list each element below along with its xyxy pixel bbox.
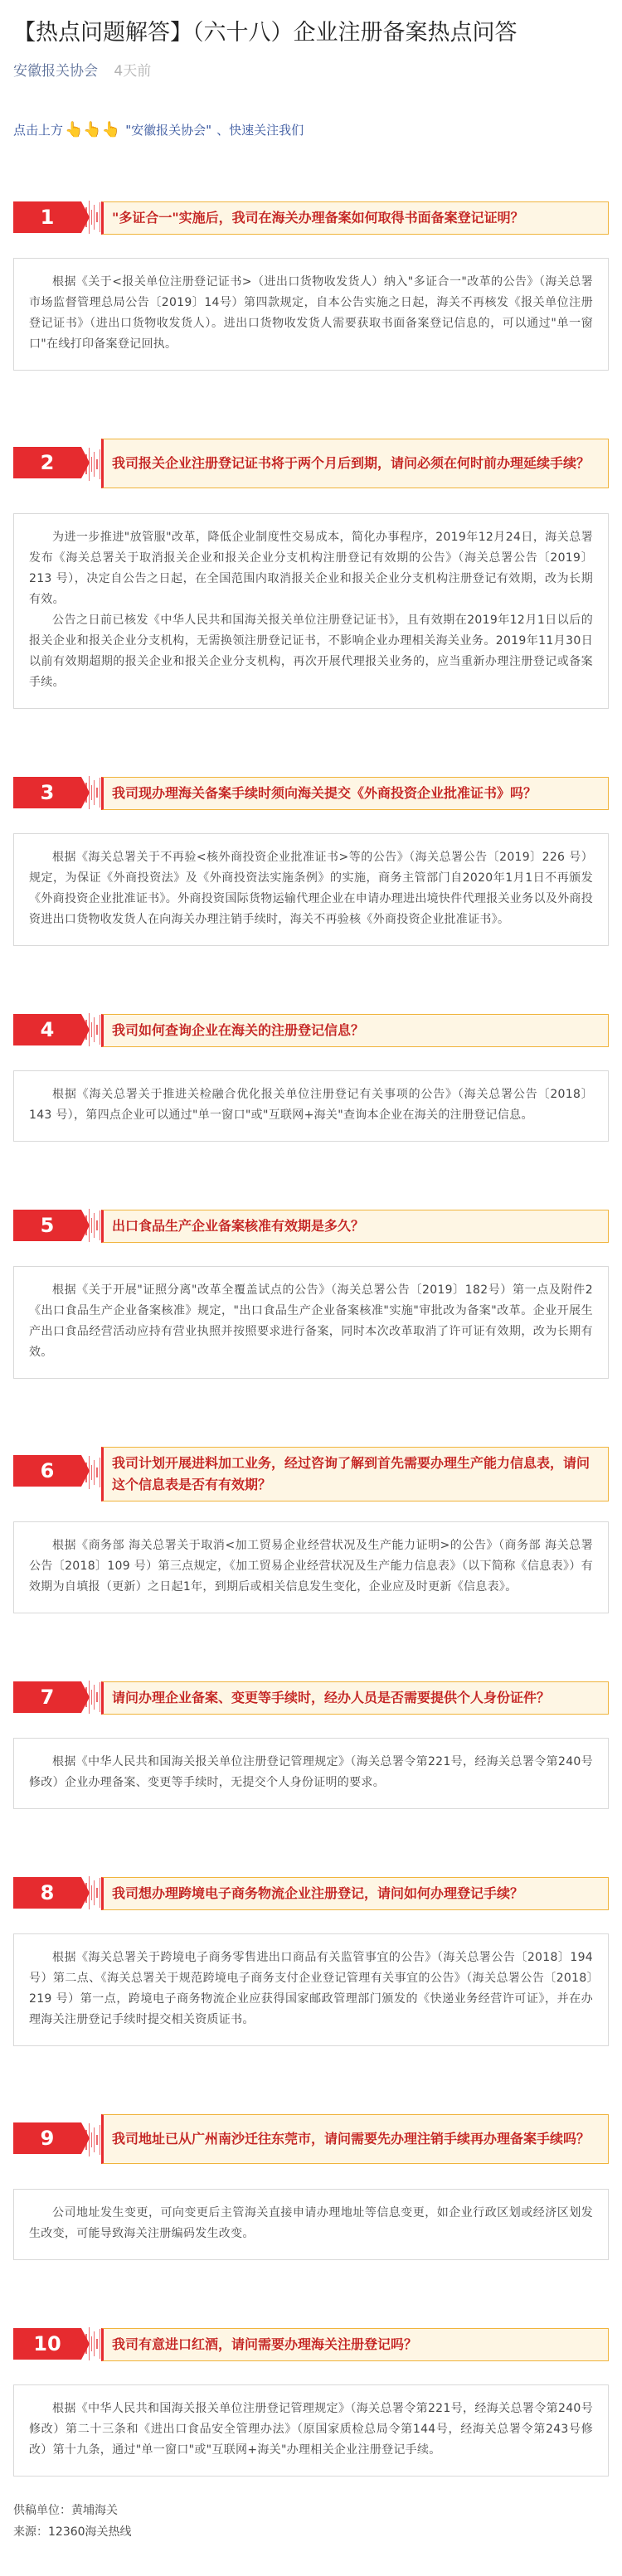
pulse-decoration-icon — [83, 1452, 103, 1493]
pulse-decoration-icon — [83, 1205, 103, 1246]
question-number-badge: 1 — [13, 201, 81, 233]
question-number-badge: 5 — [13, 1210, 81, 1241]
answer-paragraph: 根据《海关总署关于跨境电子商务零售进出口商品有关监管事宜的公告》（海关总署公告〔2018〕194 号）第二点、《海关总署关于规范跨境电子商务支付企业登记管理有关事宜的公告》（海关总署公告〔2018〕219 号）第一点，跨境电子商务物流企业应获得国家邮政管理部门颁发的《快递业务经营许可证》，并在办理海关注册登记手续时提交相关资质证书。 — [29, 1951, 593, 2026]
follow-prompt — [0, 81, 622, 138]
answer-box — [13, 1521, 609, 1613]
qa-section — [0, 180, 622, 417]
article-footer — [0, 2477, 622, 2543]
question-number-badge: 8 — [13, 1877, 81, 1909]
question-header — [0, 1856, 622, 1928]
pulse-decoration-icon — [83, 2323, 103, 2365]
question-header — [0, 1660, 622, 1733]
answer-paragraph: 根据《中华人民共和国海关报关单位注册登记管理规定》（海关总署令第221号，经海关总署令第240号修改）第二十三条和《进出口食品安全管理办法》（原国家质检总局令第144号，经海关总署令第243号修改）第十九条，通过"单一窗口"或"互联网+海关"办理相关企业注册登记手续。 — [29, 2402, 593, 2457]
answer-paragraph: 根据《商务部 海关总署关于取消<加工贸易企业经营状况及生产能力证明>的公告》（商务部 海关总署公告〔2018〕109 号）第三点规定，《加工贸易企业经营状况及生产能力信息表》（以下简称《信息表》）有效期为自填报（更新）之日起1年，到期后或相关信息发生变化，企业应及时更新《信息表》。 — [29, 1539, 593, 1594]
section-spacer — [0, 1379, 622, 1425]
question-number-badge: 10 — [13, 2328, 81, 2360]
answer-box — [13, 2384, 609, 2477]
question-text: 我司现办理海关备案手续时须向海关提交《外商投资企业批准证书》吗？ — [101, 777, 609, 810]
question-header — [0, 180, 622, 253]
qa-list — [0, 180, 622, 2477]
question-text: 我司想办理跨境电子商务物流企业注册登记，请问如何办理登记手续？ — [101, 1877, 609, 1910]
answer-box — [13, 513, 609, 709]
account-name-link[interactable]: 安徽报关协会 — [13, 63, 98, 80]
section-spacer — [0, 2046, 622, 2093]
article-title: 【热点问题解答】（六十八）企业注册备案热点问答 — [13, 20, 518, 46]
question-header — [0, 2093, 622, 2184]
pulse-decoration-icon — [83, 1009, 103, 1050]
qa-section — [0, 1425, 622, 1660]
answer-box — [13, 1266, 609, 1379]
pulse-decoration-icon — [83, 444, 103, 485]
answer-paragraph: 根据《中华人民共和国海关报关单位注册登记管理规定》（海关总署令第221号，经海关总署令第240号修改）企业办理备案、变更等手续时，无提交个人身份证明的要求。 — [29, 1755, 593, 1789]
question-header — [0, 2307, 622, 2380]
answer-box — [13, 2189, 609, 2260]
answer-paragraph: 为进一步推进"放管服"改革，降低企业制度性交易成本，简化办事程序，2019年12月24日，海关总署发布《海关总署关于取消报关企业和报关企业分支机构注册登记有效期的公告》（海关总署公告〔2019〕213 号），决定自公告之日起，在全国范围内取消报关企业和报关企业分支机构注册登记有效期，改为长期有效。 — [29, 531, 593, 606]
question-header — [0, 992, 622, 1065]
question-text: 我司有意进口红酒，请问需要办理海关注册登记吗？ — [101, 2328, 609, 2361]
question-text: 我司计划开展进料加工业务，经过咨询了解到首先需要办理生产能力信息表，请问这个信息表是否有有效期？ — [101, 1447, 609, 1501]
qa-section — [0, 755, 622, 992]
source-line: 来源：12360海关热线 — [13, 2525, 132, 2539]
section-spacer — [0, 1142, 622, 1188]
qa-section — [0, 992, 622, 1188]
pulse-decoration-icon — [83, 772, 103, 813]
qa-section — [0, 2307, 622, 2477]
follow-prefix: 点击上方 — [13, 123, 64, 138]
answer-box — [13, 1738, 609, 1809]
publish-time: 4天前 — [114, 63, 152, 80]
question-header — [0, 1425, 622, 1516]
answer-paragraph: 公司地址发生变更，可向变更后主管海关直接申请办理地址等信息变更，如企业行政区划或经济区划发生改变，可能导致海关注册编码发生改变。 — [29, 2206, 593, 2240]
pulse-decoration-icon — [83, 196, 103, 238]
question-text: 出口食品生产企业备案核准有效期是多久？ — [101, 1210, 609, 1243]
pulse-decoration-icon — [83, 2119, 103, 2161]
answer-box — [13, 1070, 609, 1142]
answer-paragraph: 根据《海关总署关于推进关检融合优化报关单位注册登记有关事项的公告》（海关总署公告〔2018〕143 号），第四点企业可以通过"单一窗口"或"互联网+海关"查询本企业在海关的注册登记信息。 — [29, 1088, 593, 1122]
qa-section — [0, 1856, 622, 2093]
section-spacer — [0, 371, 622, 417]
qa-section — [0, 1188, 622, 1425]
answer-paragraph: 根据《关于<报关单位注册登记证书>（进出口货物收发货人）纳入"多证合一"改革的公告》（海关总署 市场监督管理总局公告〔2019〕14号）第四款规定，自本公告实施之日起，海关不再核发《报关单位注册登记证书》（进出口货物收发货人）。进出口货物收发货人需要获取书面备案登记信息的，可以通过"单一窗口"在线打印备案登记回执。 — [29, 275, 593, 351]
follow-text: 、快速关注我们 — [216, 123, 304, 138]
question-header — [0, 1188, 622, 1261]
question-number-badge: 4 — [13, 1014, 81, 1045]
question-text: 我司如何查询企业在海关的注册登记信息？ — [101, 1014, 609, 1047]
question-number-badge: 9 — [13, 2122, 81, 2154]
question-header — [0, 417, 622, 508]
answer-box — [13, 1933, 609, 2046]
question-text: 请问办理企业备案、变更等手续时，经办人员是否需要提供个人身份证件？ — [101, 1681, 609, 1715]
section-spacer — [0, 2260, 622, 2307]
question-text: "多证合一"实施后，我司在海关办理备案如何取得书面备案登记证明？ — [101, 201, 609, 235]
answer-paragraph: 根据《海关总署关于不再验<核外商投资企业批准证书>等的公告》（海关总署公告〔2019〕226 号）规定，为保证《外商投资法》及《外商投资法实施条例》的实施，商务主管部门自2020年1月1日不再颁发《外商投资企业批准证书》。外商投资国际货物运输代理企业在申请办理进出境快件代理报关业务以及外商投资进出口货物收发货人在向海关办理注销手续时，海关不再验核《外商投资企业批准证书》。 — [29, 851, 593, 926]
qa-section — [0, 2093, 622, 2307]
question-header — [0, 755, 622, 828]
article-meta — [0, 50, 622, 81]
question-number-badge: 6 — [13, 1455, 81, 1487]
section-spacer — [0, 709, 622, 755]
question-number-badge: 7 — [13, 1681, 81, 1713]
provider-line: 供稿单位：黄埔海关 — [13, 2504, 118, 2517]
section-spacer — [0, 1613, 622, 1660]
answer-box — [13, 833, 609, 946]
qa-section — [0, 1660, 622, 1856]
section-spacer — [0, 946, 622, 992]
question-text: 我司地址已从广州南沙迁往东莞市，请问需要先办理注销手续再办理备案手续吗？ — [101, 2114, 609, 2164]
section-spacer — [0, 1809, 622, 1856]
answer-paragraph: 公告之日前已核发《中华人民共和国海关报关单位注册登记证书》，且有效期在2019年12月1日以后的报关企业和报关企业分支机构，无需换领注册登记证书，不影响企业办理相关海关业务。2019年11月30日以前有效期超期的报关企业和报关企业分支机构，再次开展代理报关业务的，应当重新办理注册登记或备案手续。 — [29, 614, 593, 689]
question-text: 我司报关企业注册登记证书将于两个月后到期，请问必须在何时前办理延续手续？ — [101, 439, 609, 488]
follow-account-link[interactable]: "安徽报关协会" — [125, 123, 212, 138]
pointing-up-icon: 👆👆👆 — [65, 121, 121, 138]
question-number-badge: 2 — [13, 447, 81, 478]
pulse-decoration-icon — [83, 1872, 103, 1914]
answer-box — [13, 258, 609, 371]
pulse-decoration-icon — [83, 1676, 103, 1718]
qa-section — [0, 417, 622, 755]
question-number-badge: 3 — [13, 777, 81, 808]
answer-paragraph: 根据《关于开展"证照分离"改革全覆盖试点的公告》（海关总署公告〔2019〕182号）第一点及附件2《出口食品生产企业备案核准》规定，"出口食品生产企业备案核准"实施"审批改为备案"改革。企业开展生产出口食品经营活动应持有营业执照并按照要求进行备案，同时本次改革取消了许可证有效期，改为长期有效。 — [29, 1283, 593, 1359]
